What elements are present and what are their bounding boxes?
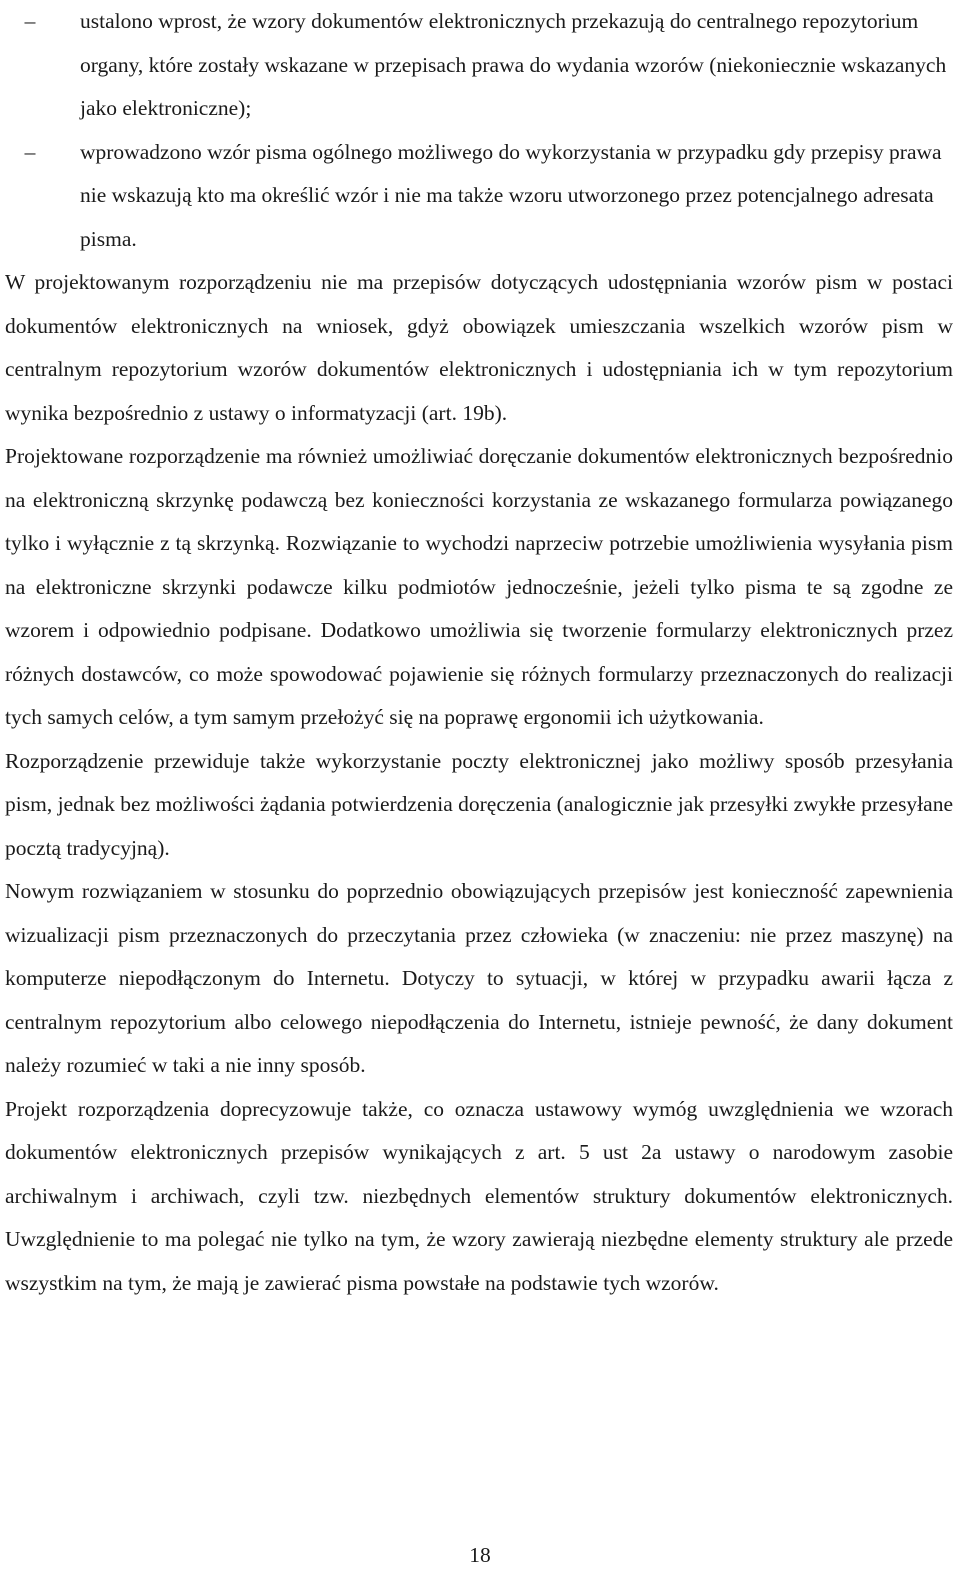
- document-page: [5, 0, 953, 1305]
- paragraph: Projekt rozporządzenia doprecyzowuje także, co oznacza ustawowy wymóg uwzględnienia we wzorach dokumentów elektronicznych przepisów wynikających z art. 5 ust 2a ustawy o narodowym zasobie archiwalnym i archiwach, czyli tzw. niezbędnych elementów struktury dokumentów elektronicznych. Uwzględnienie to ma polegać nie tylko na tym, że wzory zawierają niezbędne elementy struktury ale przede wszystkim na tym, że mają je zawierać pisma powstałe na podstawie tych wzorów.: [5, 1096, 953, 1295]
- list-item: [5, 131, 953, 262]
- bullet-list: [5, 0, 953, 261]
- list-item-text: wprowadzono wzór pisma ogólnego możliwego do wykorzystania w przypadku gdy przepisy prawa nie wskazują kto ma określić wzór i nie ma także wzoru utworzonego przez potencjalnego adresata pisma.: [80, 139, 942, 251]
- dash-bullet-icon: –: [24, 139, 36, 164]
- paragraph: Projektowane rozporządzenie ma również umożliwiać doręczanie dokumentów elektronicznych bezpośrednio na elektroniczną skrzynkę podawczą bez konieczności korzystania ze wskazanego formularza powiązanego tylko i wyłącznie z tą skrzynką. Rozwiązanie to wychodzi naprzeciw potrzebie umożliwienia wysyłania pism na elektroniczne skrzynki podawcze kilku podmiotów jednocześnie, jeżeli tylko pisma te są zgodne ze wzorem i odpowiednio podpisane. Dodatkowo umożliwia się tworzenie formularzy elektronicznych przez różnych dostawców, co może spowodować pojawienie się różnych formularzy przeznaczonych do realizacji tych samych celów, a tym samym przełożyć się na poprawę ergonomii ich użytkowania.: [5, 444, 953, 729]
- dash-bullet-icon: –: [24, 9, 36, 33]
- list-item-text: ustalono wprost, że wzory dokumentów elektronicznych przekazują do centralnego repozytorium organy, które zostały wskazane w przepisach prawa do wydania wzorów (niekoniecznie wskazanych jako elektroniczne);: [80, 9, 947, 120]
- list-item: [5, 0, 953, 131]
- paragraph: Rozporządzenie przewiduje także wykorzystanie poczty elektronicznej jako możliwy sposób przesyłania pism, jednak bez możliwości żądania potwierdzenia doręczenia (analogicznie jak przesyłki zwykłe przesyłane pocztą tradycyjną).: [5, 748, 953, 860]
- paragraph: Nowym rozwiązaniem w stosunku do poprzednio obowiązujących przepisów jest konieczność zapewnienia wizualizacji pism przeznaczonych do przeczytania przez człowieka (w znaczeniu: nie przez maszynę) na komputerze niepodłączonym do Internetu. Dotyczy to sytuacji, w której w przypadku awarii łącza z centralnym repozytorium albo celowego niepodłączenia do Internetu, istnieje pewność, że dany dokument należy rozumieć w taki a nie inny sposób.: [5, 879, 953, 1077]
- paragraph: W projektowanym rozporządzeniu nie ma przepisów dotyczących udostępniania wzorów pism w postaci dokumentów elektronicznych na wniosek, gdyż obowiązek umieszczania wszelkich wzorów pism w centralnym repozytorium wzorów dokumentów elektronicznych i udostępniania ich w tym repozytorium wynika bezpośrednio z ustawy o informatyzacji (art. 19b).: [5, 270, 953, 425]
- page-number: 18: [469, 1543, 491, 1567]
